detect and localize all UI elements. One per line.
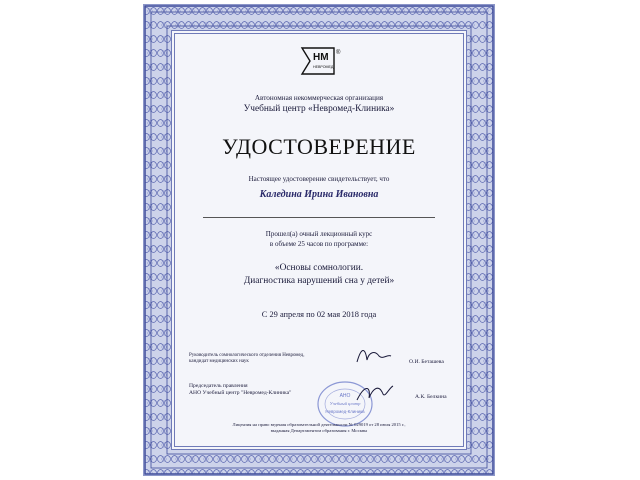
org-name: Учебный центр «Невромед-Клиника» (243, 104, 395, 114)
neuromed-logo (298, 46, 342, 78)
svg-text:НЕВРОМЕД: НЕВРОМЕД (313, 65, 334, 69)
signature-1 (353, 344, 393, 366)
course-line-2: в объеме 25 часов по программе: (269, 240, 369, 248)
svg-text:АНО: АНО (339, 393, 351, 399)
name-underline (203, 217, 435, 218)
signer1-name: О.И. Беташева (409, 359, 444, 365)
recipient-name: Каледина Ирина Ивановна (259, 189, 379, 200)
svg-text:®: ® (336, 50, 341, 56)
document-title: УДОСТОВЕРЕНИЕ (222, 134, 416, 159)
program-line-2: Диагностика нарушений сна у детей» (243, 276, 395, 286)
org-type: Автономная некоммерческая организация (254, 94, 384, 102)
signer1-role (189, 353, 359, 365)
course-line-1: Прошел(а) очный лекционный курс (265, 230, 373, 238)
certifies-text: Настоящее удостоверение свидетельствует, что (248, 175, 390, 183)
license-line2: выданная Департаментом образования г. Москвы (270, 428, 368, 433)
course-dates: С 29 апреля по 02 мая 2018 года (261, 310, 377, 319)
certificate-body (175, 34, 463, 446)
signer2-name: А.К. Белкина (415, 394, 447, 400)
svg-text:Учебный центр: Учебный центр (329, 401, 361, 406)
svg-text:НМ: НМ (313, 52, 329, 63)
svg-text:Невромед-Клиника: Невромед-Клиника (325, 409, 365, 414)
signer1-role-line2: кандидат медицинских наук (189, 359, 249, 364)
program-line-1: «Основы сомнологии. (274, 263, 364, 273)
signer2-role-line1: Председатель правления (189, 383, 248, 389)
signer2-role-line2: АНО Учебный центр "Невромед-Клиника" (189, 390, 292, 396)
signature-2 (355, 380, 395, 406)
license-line1: Лицензия на право ведения образовательной деятельности № 029019 от 28 июля 2015 г., (232, 422, 406, 427)
signer1-role-line1: Руководитель сомнологического отделения Невромед, (189, 353, 305, 358)
certificate (143, 4, 495, 476)
license-info (175, 422, 463, 434)
